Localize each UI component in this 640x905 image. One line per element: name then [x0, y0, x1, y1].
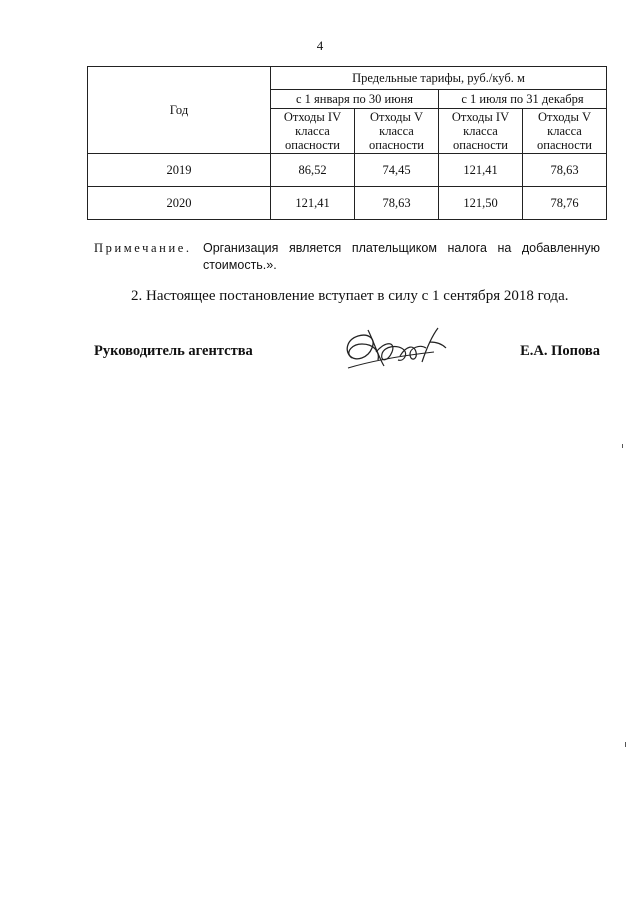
year-header: Год [88, 67, 271, 154]
table-row [88, 187, 607, 220]
signature-image [338, 322, 450, 374]
signatory-name: Е.А. Попова [520, 343, 600, 359]
page-number: 4 [316, 38, 324, 53]
tariff-cell: 121,50 [439, 187, 523, 220]
waste-class-header: Отходы V класса опасности [523, 109, 607, 154]
tariff-cell: 78,63 [523, 154, 607, 187]
note-text: Организация является плательщиком налога на добавленную стоимость.». [203, 241, 600, 272]
tariffs-header: Предельные тарифы, руб./куб. м [271, 67, 607, 90]
waste-class-header: Отходы V класса опасности [355, 109, 439, 154]
tariff-cell: 78,76 [523, 187, 607, 220]
resolution-paragraph: 2. Настоящее постановление вступает в силу с 1 сентября 2018 года. [131, 288, 569, 304]
scan-mark [625, 742, 626, 747]
year-cell: 2019 [88, 154, 271, 187]
tariff-table [87, 66, 607, 220]
table-row [88, 154, 607, 187]
tariff-cell: 121,41 [439, 154, 523, 187]
waste-class-header: Отходы IV класса опасности [439, 109, 523, 154]
period-header-1: с 1 января по 30 июня [271, 90, 439, 109]
tariff-cell: 78,63 [355, 187, 439, 220]
tariff-cell: 74,45 [355, 154, 439, 187]
signatory-title: Руководитель агентства [94, 343, 253, 359]
period-header-2: с 1 июля по 31 декабря [439, 90, 607, 109]
tariff-cell: 121,41 [271, 187, 355, 220]
note-label: Примечание. [94, 241, 192, 255]
tariff-cell: 86,52 [271, 154, 355, 187]
table-header-row [88, 67, 607, 90]
waste-class-header: Отходы IV класса опасности [271, 109, 355, 154]
scan-mark [622, 444, 623, 448]
year-cell: 2020 [88, 187, 271, 220]
